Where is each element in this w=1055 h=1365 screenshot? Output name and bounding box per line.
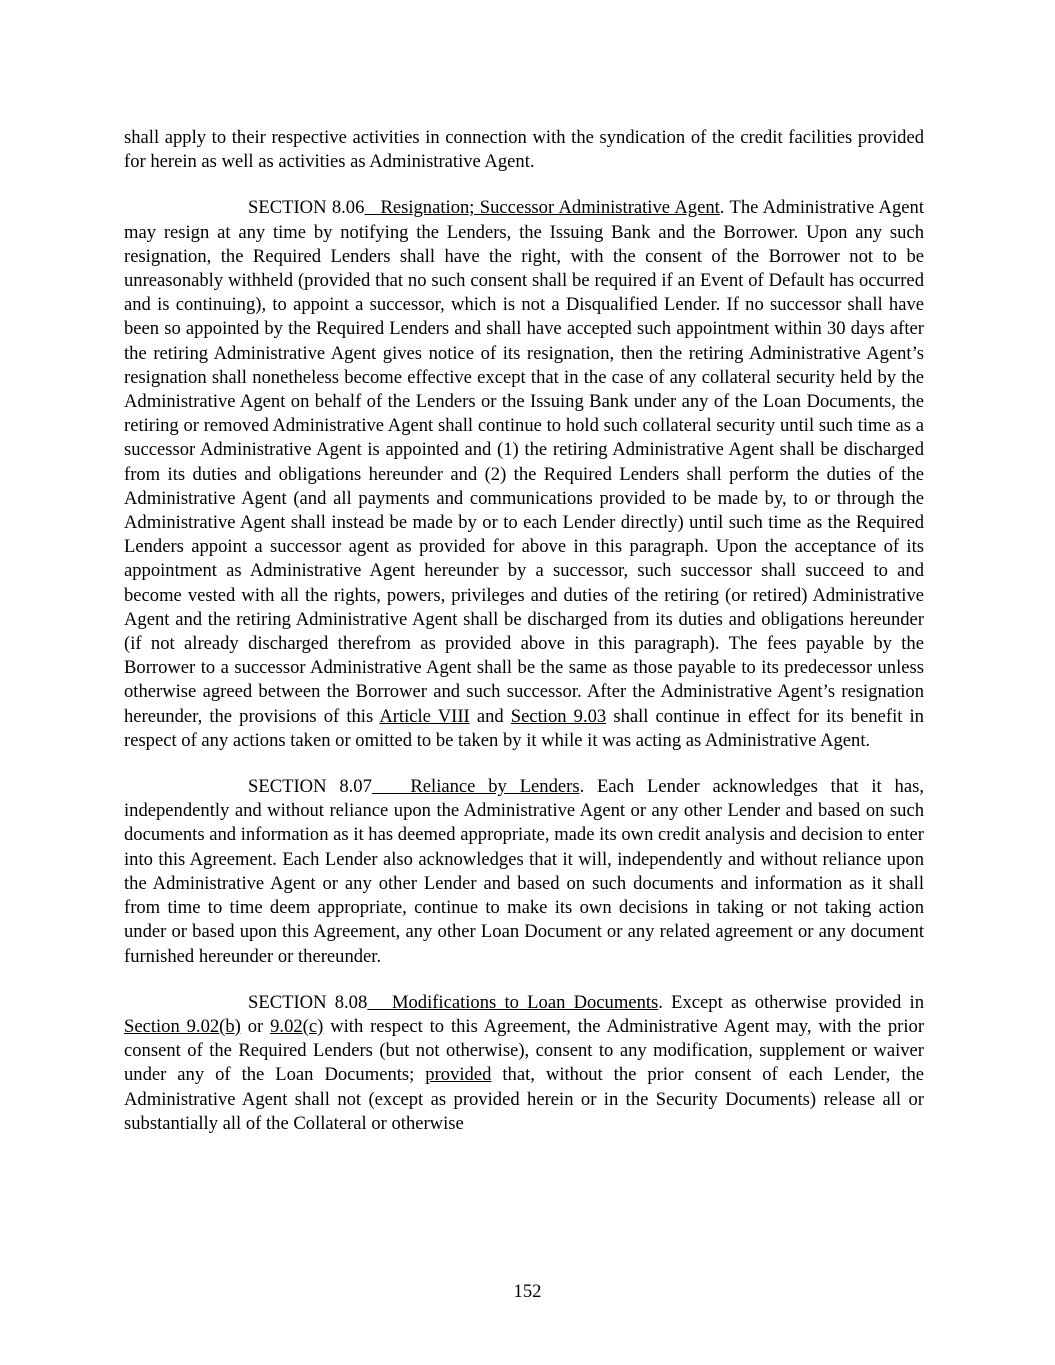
section-8-06-number: SECTION 8.06 [248,197,365,219]
section-8-06-paragraph [124,196,924,753]
section-8-08-title: Modifications to Loan Documents [391,991,659,1013]
section-9-02b-reference: Section 9.02(b) [124,1015,241,1037]
intro-paragraph [124,126,924,174]
section-8-06-body-1: . The Administrative Agent may resign at any time by notifying the Lenders, the Issuing Bank and the Borrower. Upon any such resignation, the Required Lenders shall have the right, with the consent of the Borrower not to be unreasonably withheld (provided that no such consent shall be required if an Event of Default has occurred and is continuing), to appoint a successor, which is not a Disqualified Lender. If no successor shall have been so appointed by the Required Lenders and shall have accepted such appointment within 30 days after the retiring Administrative Agent gives notice of its resignation, then the retiring Administrative Agent’s resignation shall nonetheless become effective except that in the case of any collateral security held by the Administrative Agent on behalf of the Lenders or the Issuing Bank under any of the Loan Documents, the retiring or removed Administrative Agent shall continue to hold such collateral security until such time as a successor Administrative Agent is appointed and (1) the retiring Administrative Agent shall be discharged from its duties and obligations hereunder and (2) the Required Lenders shall perform the duties of the Administrative Agent (and all payments and communications provided to be made by, to or through the Administrative Agent shall instead be made by or to each Lender directly) until such time as the Required Lenders appoint a successor agent as provided for above in this paragraph. Upon the acceptance of its appointment as Administrative Agent hereunder by a successor, such successor shall succeed to and become vested with all the rights, powers, privileges and duties of the retiring (or retired) Administrative Agent and the retiring Administrative Agent shall be discharged from its duties and obligations hereunder (if not already discharged therefrom as provided above in this paragraph). The fees payable by the Borrower to a successor Administrative Agent shall be the same as those payable to its predecessor unless otherwise agreed between the Borrower and such successor. After the Administrative Agent’s resignation hereunder, the provisions of this [124,197,924,727]
document-body [124,126,924,1158]
section-8-08-body-1: . Except as otherwise provided in [658,991,924,1013]
section-8-07-number: SECTION 8.07 [248,776,372,798]
section-8-08-paragraph [124,991,924,1136]
heading-gap [367,992,392,1013]
section-9-02c-reference: 9.02(c) [270,1015,324,1037]
article-viii-reference: Article VIII [379,705,470,727]
section-8-06-body-2: shall continue in effect for its benefit in respect of any actions taken or omitted to be taken by it while it was acting as Administrative Agent. [124,705,924,751]
section-8-08-body-3: that, without the prior consent of each Lender, the Administrative Agent shall not (except as provided herein or in the Security Documents) release all or substantially all of the Collateral or otherwise [124,1064,924,1134]
intro-text: shall apply to their respective activities in connection with the syndication of the credit facilities provided for herein as well as activities as Administrative Agent. [124,127,924,173]
heading-gap [364,197,380,218]
heading-gap [372,776,411,797]
section-8-08-connector: or [247,1015,264,1037]
section-9-03-reference: Section 9.03 [510,705,607,727]
section-8-08-body-2: with respect to this Agreement, the Administrative Agent may, with the prior consent of the Required Lenders (but not otherwise), consent to any modification, supplement or waiver under any of the Loan Documents; [124,1015,925,1086]
page-number: 152 [513,1281,542,1302]
section-8-07-title: Reliance by Lenders [410,776,580,798]
section-8-08-number: SECTION 8.08 [248,991,368,1013]
provided-term: provided [425,1064,492,1086]
section-8-06-connector: and [476,705,504,727]
section-8-06-title: Resignation; Successor Administrative Agent [380,197,720,219]
section-8-07-body: . Each Lender acknowledges that it has, independently and without reliance upon the Administrative Agent or any other Lender and based on such documents and information as it has deemed appropriate, made its own credit analysis and decision to enter into this Agreement. Each Lender also acknowledges that it will, independently and without reliance upon the Administrative Agent or any other Lender and based on such documents and information as it shall from time to time deem appropriate, continue to make its own decisions in taking or not taking action under or based upon this Agreement, any other Loan Document or any related agreement or any document furnished hereunder or thereunder. [124,776,924,967]
section-8-07-paragraph [124,775,924,969]
